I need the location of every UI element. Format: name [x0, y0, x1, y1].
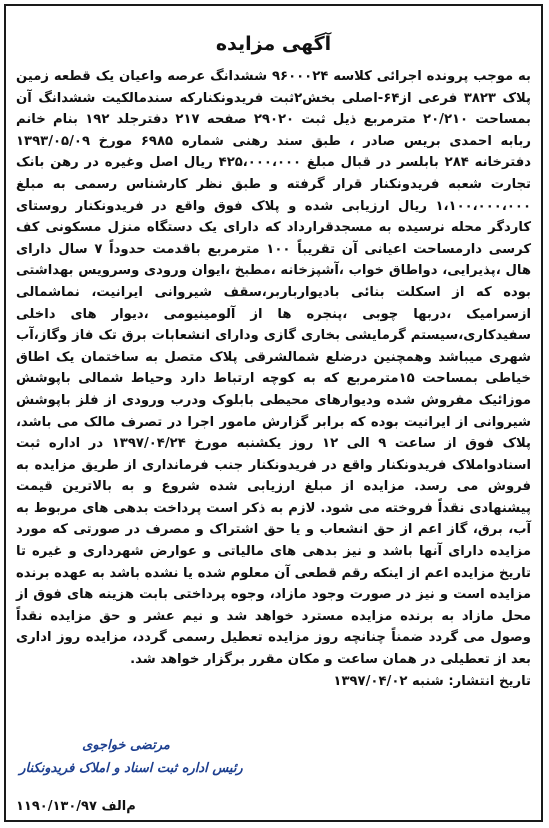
- auction-notice: [4, 4, 543, 822]
- notice-title: آگهی مزایده: [215, 33, 332, 55]
- signer-title: رئیس اداره ثبت اسناد و املاک فریدونکنار: [19, 761, 243, 776]
- notice-body: به موجب پرونده اجرائی کلاسه ۹۶۰۰۰۲۴ ششدانگ عرصه واعیان یک قطعه زمین پلاک ۳۸۲۳ فرعی از۶۴-اصلی بخش۲ثبت فریدونکنارکه سندمالکیت ششدانگ آن بمساحت ۲۰/۲۱۰ مترمربع ذیل ثبت ۲۹۰۲۰ صفحه ۲۱۷ دفترجلد ۱۹۲ بنام خانم ربابه احمدی بریس صادر ، طبق سند رهنی شماره ۶۹۸۵ مورخ ۱۳۹۳/۰۵/۰۹ دفترخانه ۲۸۴ بابلسر در قبال مبلغ ۴۲۵،۰۰۰،۰۰۰ ریال اصل وغیره در رهن بانک تجارت شعبه فریدونکنار قرار گرفته و طبق نظر کارشناس رسمی به مبلغ ۱،۱۰۰،۰۰۰،۰۰۰ ریال ارزیابی شده و پلاک فوق واقع در فریدونکنار روستای کاردگر محله نرسیده به مسجدقرارداد که دارای یک دستگاه منزل مسکونی کف کرسی دارمساحت اعیانی آن تقریباً ۱۰۰ مترمربع باقدمت حدوداً ۷ سال دارای هال ،پذیرایی، دواطاق خواب ،آشپزخانه ،مطبخ ،ایوان ورودی وسرویس بهداشتی بوده که از اسکلت بنائی بادیوارباربر،سقف شیروانی ایرانیت، نماشمالی ازسرامیک ،دربها چوبی ،پنجره ها از آلومینیومی ،دیوار های داخلی سفیدکاری،سیستم گرمایشی بخاری گازی ودارای انشعابات برق تک فاز وگاز،آب شهری میباشد وهمچنین درضلع شمالشرقی پلاک متصل به ساختمان یک اطاق خیاطی بمساحت ۱۵مترمربع که به کوچه ارتباط دارد وحیاط شمالی باپوشش موزائیک مفروش شده ودیوارهای محیطی بابلوک ودرب ورودی از فلز باپوشش شیروانی از ایرانیت بوده که برابر گزارش مامور اجرا در تصرف مالک می باشد، پلاک فوق از ساعت ۹ الی ۱۲ روز یکشنبه مورخ ۱۳۹۷/۰۴/۲۴ در اداره ثبت اسنادواملاک فریدونکنار واقع در فریدونکنار جنب فرمانداری از طریق مزایده به فروش می رسد. مزایده از مبلغ ارزیابی شده شروع و به بالاترین قیمت پیشنهادی نقداً فروخته می شود. لازم به ذکر است پرداخت بدهی های مربوط به آب، برق، گاز اعم از حق انشعاب و یا حق اشتراک و مصرف در صورتی که مورد مزایده دارای آنها باشد و نیز بدهی های مالیاتی و عوارض شهرداری و غیره تا تاریخ مزایده اعم از اینکه رقم قطعی آن معلوم شده یا نشده باشد به عهده برنده مزایده است و نیز در صورت وجود مازاد، وجوه پرداختی بابت هزینه های فوق از محل مازاد به برنده مزایده مسترد خواهد شد و نیم عشر و حق مزایده نقداً وصول می گردد ضمناً چنانچه روز مزایده تعطیل رسمی گردد، مزایده روز اداری بعد از تعطیلی در همان ساعت و مکان مقرر برگزار خواهد شد.: [16, 69, 532, 668]
- publish-date: تاریخ انتشار: شنبه ۱۳۹۷/۰۴/۰۲: [333, 673, 531, 689]
- reference-number: م‌الف ۱۱۹۰/۱۳۰/۹۷: [16, 799, 136, 814]
- signer-name: مرتضی خواجوی: [82, 738, 170, 753]
